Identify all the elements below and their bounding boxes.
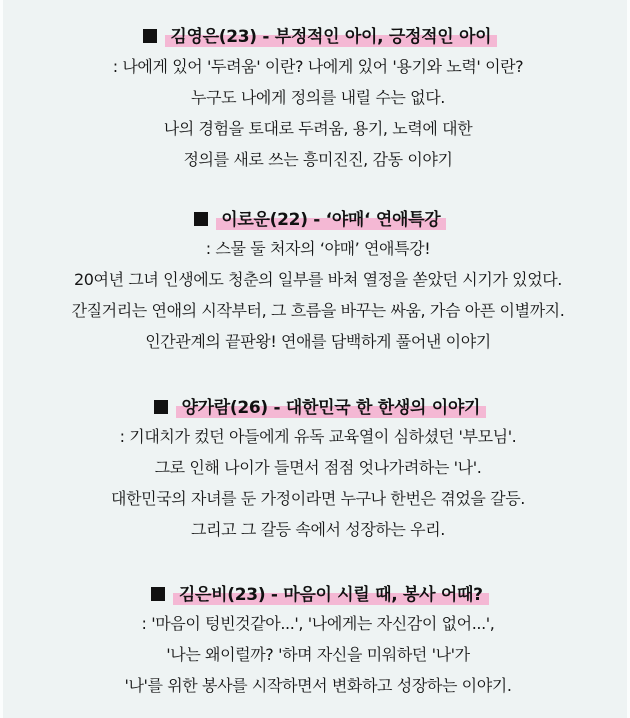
- square-bullet-icon: [194, 212, 208, 226]
- description-line: 그로 인해 나이가 들면서 점점 엇나가려하는 '나'.: [154, 458, 482, 477]
- description-line: 대한민국의 자녀를 둔 가정이라면 누구나 한번은 겪었을 갈등.: [111, 489, 525, 508]
- description-line: : '마음이 텅빈것같아...', '나에게는 자신감이 없어...',: [141, 614, 495, 633]
- description-line: 인간관계의 끝판왕! 연애를 담백하게 풀어낸 이야기: [145, 332, 491, 351]
- section-heading: [139, 26, 497, 48]
- heading-text: 김은비(23) - 마음이 시릴 때, 봉사 어때?: [178, 585, 483, 605]
- heading-text: 양가람(26) - 대한민국 한 한생의 이야기: [181, 398, 481, 418]
- heading-text: 이로운(22) - ‘야매‘ 연애특강: [221, 210, 441, 230]
- description-line: 나의 경험을 토대로 두려움, 용기, 노력에 대한: [163, 119, 473, 138]
- square-bullet-icon: [151, 587, 165, 601]
- square-bullet-icon: [143, 29, 157, 43]
- description-line: : 나에게 있어 '두려움' 이란? 나에게 있어 '용기와 노력' 이란?: [112, 57, 524, 76]
- square-bullet-icon: [154, 400, 168, 414]
- description-line: : 기대치가 컸던 아들에게 유독 교육열이 심하셨던 '부모님'.: [119, 427, 517, 446]
- description-line: 정의를 새로 쓰는 흥미진진, 감동 이야기: [183, 150, 453, 169]
- section-heading: [150, 397, 486, 419]
- section-yang-garam: [3, 397, 630, 545]
- description-line: 간질거리는 연애의 시작부터, 그 흐름을 바꾸는 싸움, 가슴 아픈 이별까지.: [71, 301, 565, 320]
- section-heading: [147, 584, 488, 606]
- description-line: 그리고 그 갈등 속에서 성장하는 우리.: [191, 520, 445, 539]
- description-line: '나는 왜이럴까? '하며 자신을 미워하던 '나'가: [166, 645, 470, 664]
- section-lee-rowoon: [3, 209, 630, 357]
- description-line: 누구도 나에게 정의를 내릴 수는 없다.: [191, 88, 445, 107]
- description-line: : 스물 둘 처자의 ‘야매’ 연애특강!: [205, 239, 431, 258]
- heading-text: 김영은(23) - 부정적인 아이, 긍정적인 아이: [170, 27, 492, 47]
- description-line: '나'를 위한 봉사를 시작하면서 변화하고 성장하는 이야기.: [124, 676, 512, 695]
- description-line: 20여년 그녀 인생에도 청춘의 일부를 바쳐 열정을 쏟았던 시기가 있었다.: [74, 270, 562, 289]
- section-kim-eunbi: [3, 584, 630, 701]
- section-heading: [190, 209, 447, 231]
- section-kim-youngeun: [3, 26, 630, 175]
